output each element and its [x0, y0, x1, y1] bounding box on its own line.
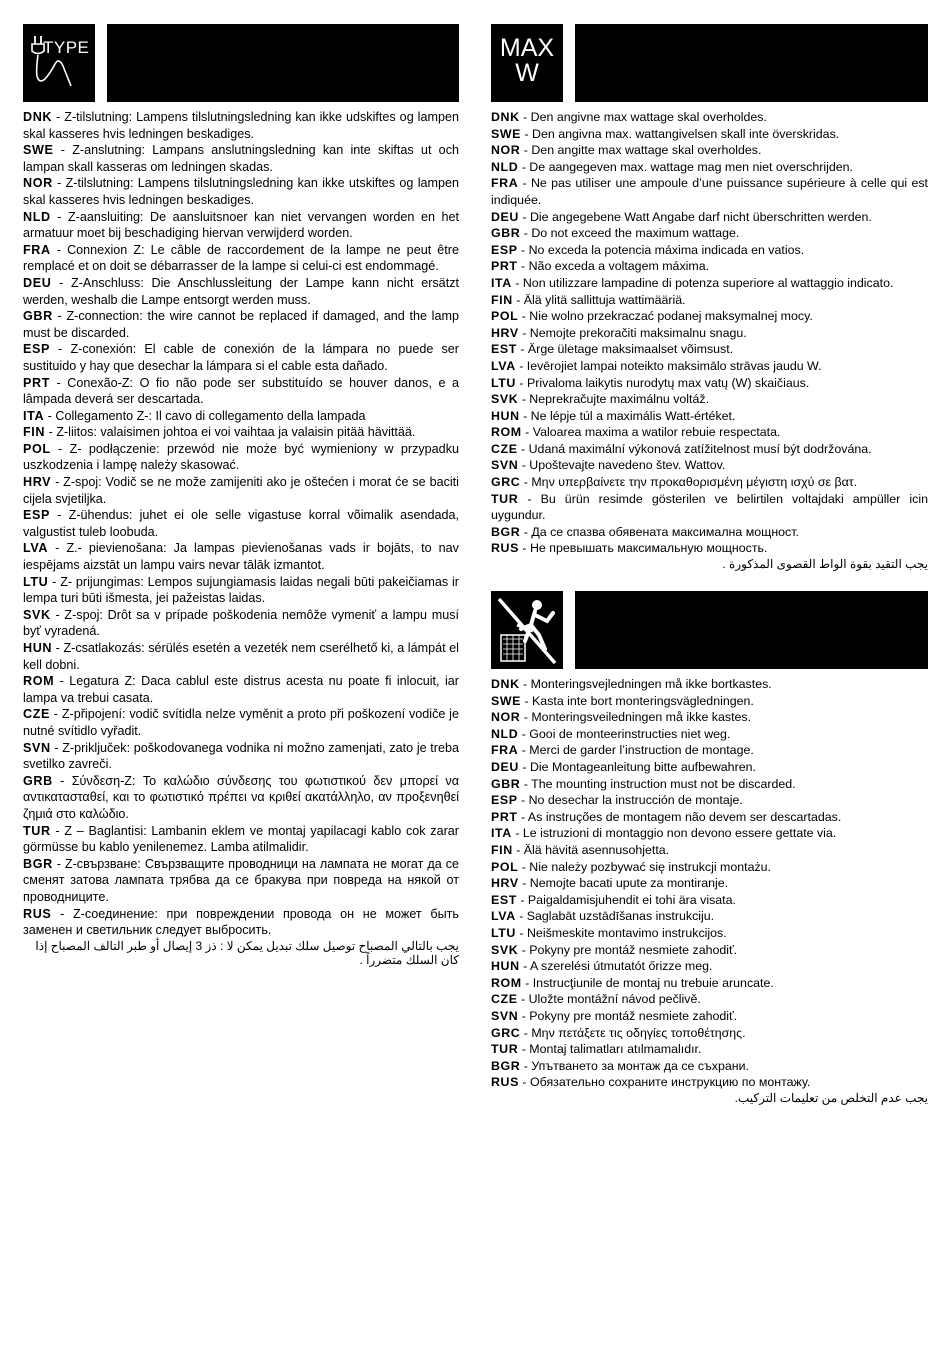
arabic-text: يجب بالتالي المصباح توصيل سلك تبديل يمكن لا : ذز 3 إيصال أو طبر التالف المصباح إذا كان السلك متضرراً .: [35, 938, 459, 967]
entry-text: Den angivna max. wattangivelsen skall inte överskridas.: [532, 126, 840, 141]
entry-text: Z-ühendus: juhet ei ole selle vigastuse korral võimalik asendada, valgustist tuleb loobuda.: [23, 508, 459, 539]
entry-hrv: HRV - Z-spoj: Vodič se ne može zamijeniti ako je oštećen i morat će se baciti cijela svjetiljka.: [23, 475, 459, 506]
type-entries: [23, 109, 459, 967]
entry-text: Não exceda a voltagem máxima.: [528, 259, 710, 274]
entry-text: Paigaldamisjuhendit ei tohi ära visata.: [527, 892, 736, 907]
language-code: FIN: [491, 292, 513, 307]
language-code: SVK: [491, 942, 519, 957]
entry-text: Да се спазва обявената максимална мощност.: [531, 524, 799, 539]
discard-header: [491, 591, 928, 669]
language-code: DEU: [491, 209, 519, 224]
language-code: HRV: [23, 475, 52, 490]
language-code: FRA: [491, 176, 519, 191]
language-code: SWE: [491, 126, 522, 141]
language-code: DNK: [491, 677, 520, 692]
language-code: GRC: [491, 475, 521, 490]
language-code: CZE: [23, 707, 50, 722]
language-code: LTU: [491, 925, 516, 940]
language-code: ESP: [23, 342, 50, 357]
language-code: GBR: [491, 226, 521, 241]
entry-dnk: DNK - Z-tilslutning: Lampens tilslutningsledning kan ikke udskiftes og lampen skal kasseres hvis ledningen beskadiges.: [23, 110, 459, 141]
entry-svk: SVK - Z-spoj: Drôt sa v prípade poškodenia nemôže vymeniť a lampu musí byť vyradená.: [23, 607, 459, 639]
entry-text: Упътването за монтаж да се съхрани.: [531, 1058, 749, 1073]
language-code: NLD: [23, 209, 51, 224]
entry-deu: DEU - Die Montageanleitung bitte aufbewahren.: [491, 760, 756, 774]
entry-nld: NLD - Gooi de monteerinstructies niet weg.: [491, 726, 731, 741]
entry-text: Z-tilslutning: Lampens tilslutningsledning kan ikke utskiftes og lampen skal kasseres hvis ledningen beskadiges.: [23, 176, 459, 207]
entry-lva: LVA - Ievērojiet lampai noteikto maksimālo strāvas jaudu W.: [491, 358, 822, 373]
entry-fin: FIN - Z-liitos: valaisimen johtoa ei voi vaihtaa ja valaisin pitää hävittää.: [23, 425, 416, 440]
language-code: NOR: [491, 710, 521, 725]
language-code: RUS: [491, 541, 519, 556]
language-code: NOR: [491, 143, 521, 158]
language-code: HUN: [491, 959, 520, 974]
entry-text: Z- prijungimas: Lempos sujungiamasis laidas negali būti pakeičiamas ir lempa turi būti išmesta, jei pažeistas laidas.: [23, 574, 459, 606]
language-code: HUN: [23, 641, 53, 655]
entry-text: Collegamento Z-: Il cavo di collegamento della lampada: [55, 408, 366, 423]
language-code: ITA: [491, 826, 512, 841]
entry-lva: LVA - Saglabāt uzstādīšanas instrukciju.: [491, 909, 715, 924]
entry-dnk: DNK - Monteringsvejledningen må ikke bortkastes.: [491, 677, 772, 692]
entry-grc: GRC - Μην υπερβαίνετε την προκαθορισμένη μέγιστη ισχύ σε βατ.: [491, 475, 858, 490]
entry-deu: DEU - Z-Anschluss: Die Anschlussleitung der Lampe kann nicht ersätzt werden, weshalb die Lampe entsorgt werden muss.: [23, 275, 459, 307]
language-code: SVN: [491, 1008, 519, 1023]
entry-text: Conexão-Z: O fio não pode ser substituído se houver danos, e a lâmpada deverá ser descartada.: [23, 375, 459, 407]
entry-nor: NOR - Z-tilslutning: Lampens tilslutningsledning kan ikke utskiftes og lampen skal kasseres hvis ledningen beskadiges.: [23, 176, 459, 207]
language-code: ITA: [491, 275, 512, 290]
entry-text: De aangegeven max. wattage mag men niet overschrijden.: [529, 159, 853, 174]
language-code: CZE: [491, 441, 518, 456]
entry-text: Uložte montážní návod pečlivě.: [528, 992, 701, 1007]
language-code: ESP: [491, 242, 518, 257]
entry-text: Valoarea maxima a watilor rebuie respectata.: [532, 425, 781, 440]
entry-rom: ROM - Legatura Z: Daca cablul este distrus acesta nu poate fi inlocuit, iar lampa va trebui casata.: [23, 674, 459, 705]
entry-text: Pokyny pre montáž nesmiete zahodiť.: [529, 942, 738, 957]
entry-ita: ITA - Collegamento Z-: Il cavo di collegamento della lampada: [23, 408, 366, 423]
language-code: ROM: [23, 674, 55, 689]
entry-svn: SVN - Z-priključek: poškodovanega vodnika ni možno zamenjati, zato je treba svetilko zavreči.: [23, 740, 459, 772]
entry-rom: ROM - Valoarea maxima a watilor rebuie respectata.: [491, 425, 781, 440]
language-code: LVA: [491, 909, 516, 924]
language-code: SVN: [23, 740, 51, 755]
entry-gbr: GBR - The mounting instruction must not be discarded.: [491, 776, 796, 791]
language-code: FIN: [491, 842, 513, 857]
language-code: LTU: [491, 375, 516, 390]
entry-hrv: HRV - Nemojte prekoračiti maksimalnu snagu.: [491, 325, 747, 340]
entry-fra: FRA - Ne pas utiliser une ampoule d’une puissance supérieure à celle qui est indiquée.: [491, 176, 928, 207]
arabic-text: يجب عدم التخلص من تعليمات التركيب.: [734, 1090, 928, 1105]
entry-esp: ESP - Z-ühendus: juhet ei ole selle vigastuse korral võimalik asendada, valgustist tuleb loobuda.: [23, 508, 459, 539]
entry-esp: ESP - No desechar la instrucción de montaje.: [491, 793, 743, 808]
entry-esp: ESP - Z-conexión: El cable de conexión de la lámpara no puede ser sustituido y hay que desechar la lámpara si el cable esta dañado.: [23, 342, 459, 373]
entry-text: No desechar la instrucción de montaje.: [528, 793, 743, 808]
entry-cze: CZE - Z-připojení: vodič svítidla nelze vyměnit a proto při poškození vodiče je nutné svítidlo vyřadit.: [23, 707, 459, 738]
entry-text: Z-spoj: Drôt sa v prípade poškodenia nemôže vymeniť a lampu musí byť vyradená.: [23, 607, 459, 639]
language-code: SVK: [23, 607, 51, 622]
entry-cze: CZE - Udaná maximální výkonová zatížitelnost musí být dodržována.: [491, 441, 872, 456]
entry-text: Σύνδεση-Z: Το καλώδιο σύνδεσης του φωτιστικού δεν μπορεί να αντικατασταθεί, και το φωτιστικό πρέπει να κριθεί ακατάλληλο, αν προξενηθεί ζημιά στο καλώδιο.: [23, 773, 459, 821]
type-header-bar: [107, 24, 459, 102]
language-code: POL: [491, 859, 519, 874]
entry-pol: POL - Z- podłączenie: przewód nie może być wymieniony w przypadku uszkodzenia i lampę należy skasować.: [23, 441, 459, 473]
entry-fra: FRA - Merci de garder l’instruction de montage.: [491, 743, 754, 758]
entry-text: Den angitte max wattage skal overholdes.: [531, 143, 762, 158]
entry-nld: NLD - Z-aansluiting: De aansluitsnoer kan niet vervangen worden en het armatuur moet bij beschadiging hiervan verwijderd worden.: [23, 209, 459, 241]
entry-text: Z-соединение: при повреждении провода он не может быть заменен и светильник следует выбросить.: [23, 906, 459, 938]
entry-prt: PRT - Não exceda a voltagem máxima.: [491, 259, 710, 274]
language-code: LVA: [23, 541, 49, 556]
entry-prt: PRT - As instruções de montagem não devem ser descartadas.: [491, 809, 842, 824]
language-code: PRT: [491, 809, 518, 824]
entry-svk: SVK - Pokyny pre montáž nesmiete zahodiť.: [491, 942, 738, 957]
language-code: GRC: [491, 1025, 521, 1040]
language-code: ESP: [491, 793, 518, 808]
entry-text: Neišmeskite montavimo instrukcijos.: [526, 925, 727, 940]
entry-text: Обязательно сохраните инструкцию по монтажу.: [529, 1075, 811, 1090]
entry-hrv: HRV - Nemojte bacati upute za montiranje.: [491, 876, 729, 891]
language-code: GBR: [491, 776, 521, 791]
language-code: RUS: [491, 1075, 519, 1090]
language-code: NLD: [491, 726, 519, 741]
entry-swe: SWE - Z-anslutning: Lampans anslutningsledning kan inte skiftas ut och lampan skall kasseras om ledningen skadas.: [23, 143, 459, 174]
do-not-discard-icon: [491, 591, 563, 669]
entry-text: The mounting instruction must not be discarded.: [531, 776, 796, 791]
entry-text: Z-conexión: El cable de conexión de la lámpara no puede ser sustituido y hay que desechar la lámpara si el cable esta dañado.: [23, 342, 459, 373]
entry-text: Montaj talimatları atılmamalıdır.: [529, 1042, 702, 1057]
language-code: BGR: [491, 1058, 521, 1073]
entry-est: EST - Ärge ületage maksimaalset võimsust.: [491, 342, 734, 357]
language-code: GRB: [23, 773, 53, 788]
entry-prt: PRT - Conexão-Z: O fio não pode ser substituído se houver danos, e a lâmpada deverá ser descartada.: [23, 375, 459, 407]
entry-esp: ESP - No exceda la potencia máxima indicada en vatios.: [491, 242, 805, 257]
language-code: ITA: [23, 408, 45, 423]
entry-text: Monteringsveiledningen må ikke kastes.: [531, 710, 752, 725]
entry-bgr: BGR - Упътването за монтаж да се съхрани.: [491, 1058, 749, 1073]
language-code: HRV: [491, 876, 519, 891]
entry-hun: HUN - Z-csatlakozás: sérülés esetén a vezeték nem cserélhető ki, a lámpát el kell dobni.: [23, 641, 459, 672]
entry-lva: LVA - Z.- pievienošana: Ja lampas pievienošanas vads ir bojāts, to nav iespējams aizstāt un lampu vairs nevar tālāk izmantot.: [23, 541, 459, 573]
language-code: BGR: [23, 856, 53, 871]
entry-fin: FIN - Älä hävitä asennusohjetta.: [491, 842, 670, 857]
entry-svn: SVN - Upoštevajte navedeno štev. Wattov.: [491, 458, 726, 473]
language-code: NLD: [491, 159, 519, 174]
language-code: FRA: [491, 743, 519, 758]
entry-svn: SVN - Pokyny pre montáž nesmiete zahodiť.: [491, 1008, 738, 1023]
entry-text: Z-anslutning: Lampans anslutningsledning kan inte skiftas ut och lampan skall kasseras om ledningen skadas.: [23, 143, 459, 174]
entry-text: Z-свързване: Свързващите проводници на лампата не могат да се сменят затова лампата трябва да се бракува при повреда на някой от проводниците.: [23, 856, 459, 904]
entry-grc: GRC - Μην πετάξετε τις οδηγίες τοποθέτησης.: [491, 1025, 746, 1040]
entry-ita: ITA - Non utilizzare lampadine di potenza superiore al wattaggio indicato.: [491, 275, 894, 290]
language-code: ROM: [491, 425, 522, 440]
entry-text: Z.- pievienošana: Ja lampas pievienošanas vads ir bojāts, to nav iespējams aizstāt un lampu vairs nevar tālāk izmantot.: [23, 541, 459, 573]
entry-text: Μην υπερβαίνετε την προκαθορισμένη μέγιστη ισχύ σε βατ.: [531, 475, 858, 490]
language-code: DNK: [491, 110, 520, 124]
entry-text: Do not exceed the maximum wattage.: [531, 226, 740, 241]
discard-entries: [491, 676, 928, 1105]
entry-text: Privaloma laikytis nurodytų max vatų (W) skaičiaus.: [526, 375, 810, 390]
language-code: TUR: [491, 1042, 519, 1057]
entry-text: Z-liitos: valaisimen johtoa ei voi vaihtaa ja valaisin pitää hävittää.: [56, 425, 416, 440]
entry-nor: NOR - Monteringsveiledningen må ikke kastes.: [491, 710, 752, 725]
entry-nld: NLD - De aangegeven max. wattage mag men niet overschrijden.: [491, 159, 853, 174]
entry-text: Non utilizzare lampadine di potenza superiore al wattaggio indicato.: [522, 275, 894, 290]
plug-type-icon: [23, 24, 95, 102]
entry-text: Den angivne max wattage skal overholdes.: [530, 110, 767, 124]
entry-text: Z-connection: the wire cannot be replaced if damaged, and the lamp must be discarded.: [23, 309, 459, 340]
arabic-text: يجب التقيد بقوة الواط القصوى المذكورة .: [722, 557, 928, 572]
entry-text: Bu ürün resimde gösterilen ve belirtilen voltajdaki ampüller icin uygundur.: [491, 491, 928, 523]
entry-text: Z-spoj: Vodič se ne može zamijeniti ako je oštećen i morat će se baciti cijela svjetiljka.: [23, 475, 459, 506]
entry-tur: TUR - Bu ürün resimde gösterilen ve belirtilen voltajdaki ampüller icin uygundur.: [491, 491, 928, 523]
max-watt-icon: [491, 24, 563, 102]
entry-text: Älä hävitä asennusohjetta.: [523, 842, 670, 857]
language-code: ESP: [23, 508, 50, 523]
entry-fin: FIN - Älä ylitä sallittuja wattimääriä.: [491, 292, 686, 307]
entry-text: Saglabāt uzstādīšanas instrukciju.: [526, 909, 715, 924]
type-header: [23, 24, 459, 102]
entry-text: Legatura Z: Daca cablul este distrus acesta nu poate fi inlocuit, iar lampa va trebui casata.: [23, 674, 459, 705]
entry-text: Die Montageanleitung bitte aufbewahren.: [529, 760, 756, 774]
language-code: HUN: [491, 408, 520, 423]
discard-header-bar: [575, 591, 928, 669]
entry-text: Instrucţiunile de montaj nu trebuie aruncate.: [532, 975, 774, 990]
entry-text: Ärge ületage maksimaalset võimsust.: [527, 342, 734, 357]
language-code: EST: [491, 342, 517, 357]
entry-text: Upoštevajte navedeno štev. Wattov.: [529, 458, 726, 473]
watt-label: W: [515, 59, 539, 87]
entry-text: Nemojte prekoračiti maksimalnu snagu.: [529, 325, 747, 340]
entry-text: Z-aansluiting: De aansluitsnoer kan niet vervangen worden en het armatuur moet bij beschadiging hiervan verwijderd worden.: [23, 209, 459, 241]
language-code: LTU: [23, 574, 49, 589]
entry-hun: HUN - Ne lépje túl a maximális Watt-értéket.: [491, 408, 736, 423]
type-column: [23, 24, 459, 967]
entry-fra: FRA - Connexion Z: Le câble de raccordement de la lampe ne peut être remplacé et on doit se débarrasser de la lampe si celui-ci est endommagé.: [23, 242, 459, 274]
entry-nor: NOR - Den angitte max wattage skal overholdes.: [491, 143, 762, 158]
type-label: TYPE: [43, 38, 90, 57]
entry-text: Z-priključek: poškodovanega vodnika ni možno zamenjati, zato je treba svetilko zavreči.: [23, 740, 459, 772]
entry-bgr: BGR - Z-свързване: Свързващите проводници на лампата не могат да се сменят затова лампата трябва да се бракува при повреда на някой от проводниците.: [23, 856, 459, 904]
entry-swe: SWE - Kasta inte bort monteringsvägledningen.: [491, 693, 754, 708]
entry-pol: POL - Nie należy pozbywać się instrukcji montażu.: [491, 859, 772, 874]
entry-text: Nie wolno przekraczać podanej maksymalnej mocy.: [529, 309, 813, 324]
max-entries: [491, 109, 928, 571]
language-code: FIN: [23, 425, 46, 440]
entry-dnk: DNK - Den angivne max wattage skal overholdes.: [491, 110, 767, 124]
language-code: SVN: [491, 458, 519, 473]
right-column: [491, 24, 928, 1105]
language-code: ROM: [491, 975, 522, 990]
entry-text: Z-Anschluss: Die Anschlussleitung der Lampe kann nicht ersätzt werden, weshalb die Lampe entsorgt werden muss.: [23, 275, 459, 307]
entry-text: Le istruzioni di montaggio non devono essere gettate via.: [522, 826, 837, 841]
entry-gbr: GBR - Do not exceed the maximum wattage.: [491, 226, 740, 241]
entry-text: Z – Baglantisi: Lambanin eklem ve montaj yapilacagi kablo cok zarar görmüsse bu kablo yenilenemez. Lamba atilmalidir.: [23, 823, 459, 855]
entry-text: No exceda la potencia máxima indicada en vatios.: [528, 242, 805, 257]
entry-text: Monteringsvejledningen må ikke bortkastes.: [530, 677, 772, 692]
language-code: DNK: [23, 110, 53, 124]
entry-text: Ne lépje túl a maximális Watt-értéket.: [530, 408, 736, 423]
language-code: NOR: [23, 176, 53, 191]
entry-text: A szerelési útmutatót őrizze meg.: [529, 959, 713, 974]
entry-text: Neprekračujte maximálnu voltáž.: [529, 392, 710, 407]
entry-cze: CZE - Uložte montážní návod pečlivě.: [491, 992, 701, 1007]
entry-deu: DEU - Die angegebene Watt Angabe darf nicht überschritten werden.: [491, 209, 872, 224]
entry-ltu: LTU - Privaloma laikytis nurodytų max vatų (W) skaičiaus.: [491, 375, 810, 390]
entry-text: Udaná maximální výkonová zatížitelnost musí být dodržována.: [528, 441, 872, 456]
language-code: PRT: [23, 375, 50, 390]
entry-grb: GRB - Σύνδεση-Z: Το καλώδιο σύνδεσης του φωτιστικού δεν μπορεί να αντικατασταθεί, και το φωτιστικό πρέπει να κριθεί ακατάλληλο, αν προξενηθεί ζημιά στο καλώδιο.: [23, 773, 459, 821]
language-code: POL: [491, 309, 519, 324]
language-code: TUR: [23, 823, 51, 838]
entry-rom: ROM - Instrucţiunile de montaj nu trebuie aruncate.: [491, 975, 774, 990]
entry-tur: TUR - Montaj talimatları atılmamalıdır.: [491, 1042, 702, 1057]
entry-text: Не превышать максимальную мощность.: [529, 541, 768, 556]
entry-text: Z-csatlakozás: sérülés esetén a vezeték nem cserélhető ki, a lámpát el kell dobni.: [23, 641, 459, 672]
entry-rus: RUS - Z-соединение: при повреждении провода он не может быть заменен и светильник следует выбросить.: [23, 906, 459, 938]
language-code: FRA: [23, 242, 51, 257]
entry-text: Ne pas utiliser une ampoule d’une puissance supérieure à celle qui est indiquée.: [491, 176, 928, 207]
language-code: EST: [491, 892, 517, 907]
language-code: SVK: [491, 392, 519, 407]
max-label: MAX: [499, 34, 555, 62]
language-code: SWE: [23, 143, 54, 158]
entry-svk: SVK - Neprekračujte maximálnu voltáž.: [491, 392, 710, 407]
entry-text: Ievērojiet lampai noteikto maksimālo strāvas jaudu W.: [526, 358, 822, 373]
language-code: SWE: [491, 693, 522, 708]
entry-ltu: LTU - Z- prijungimas: Lempos sujungiamasis laidas negali būti pakeičiamas ir lempa turi būti išmesta, jei pažeistas laidas.: [23, 574, 459, 606]
language-code: POL: [23, 441, 51, 456]
entry-text: Die angegebene Watt Angabe darf nicht überschritten werden.: [529, 209, 872, 224]
entry-swe: SWE - Den angivna max. wattangivelsen skall inte överskridas.: [491, 126, 840, 141]
max-header-bar: [575, 24, 928, 102]
language-code: RUS: [23, 906, 52, 921]
entry-text: Connexion Z: Le câble de raccordement de la lampe ne peut être remplacé et on doit se débarrasser de la lampe si celui-ci est endommagé.: [23, 242, 459, 274]
entry-bgr: BGR - Да се спазва обявената максимална мощност.: [491, 524, 799, 539]
entry-est: EST - Paigaldamisjuhendit ei tohi ära visata.: [491, 892, 736, 907]
entry-gbr: GBR - Z-connection: the wire cannot be replaced if damaged, and the lamp must be discarded.: [23, 309, 459, 340]
entry-rus: RUS - Не превышать максимальную мощность.: [491, 541, 768, 556]
entry-text: Z- podłączenie: przewód nie może być wymieniony w przypadku uszkodzenia i lampę należy skasować.: [23, 441, 459, 473]
entry-text: Gooi de monteerinstructies niet weg.: [529, 726, 731, 741]
entry-text: Merci de garder l’instruction de montage.: [529, 743, 754, 758]
entry-tur: TUR - Z – Baglantisi: Lambanin eklem ve montaj yapilacagi kablo cok zarar görmüsse bu kablo yenilenemez. Lamba atilmalidir.: [23, 823, 459, 855]
entry-text: Kasta inte bort monteringsvägledningen.: [532, 693, 754, 708]
entry-text: Nie należy pozbywać się instrukcji montażu.: [529, 859, 772, 874]
entry-rus: RUS - Обязательно сохраните инструкцию по монтажу.: [491, 1075, 811, 1090]
entry-text: Z-připojení: vodič svítidla nelze vyměnit a proto při poškození vodiče je nutné svítidlo vyřadit.: [23, 707, 459, 738]
entry-text: Z-tilslutning: Lampens tilslutningsledning kan ikke udskiftes og lampen skal kasseres hvis ledningen beskadiges.: [23, 110, 459, 141]
language-code: DEU: [23, 275, 52, 290]
language-code: HRV: [491, 325, 519, 340]
language-code: PRT: [491, 259, 518, 274]
entry-text: Nemojte bacati upute za montiranje.: [529, 876, 729, 891]
language-code: BGR: [491, 524, 521, 539]
entry-text: Pokyny pre montáž nesmiete zahodiť.: [529, 1008, 738, 1023]
language-code: DEU: [491, 760, 519, 774]
entry-text: As instruções de montagem não devem ser descartadas.: [527, 809, 842, 824]
entry-text: Älä ylitä sallittuja wattimääriä.: [523, 292, 686, 307]
entry-text: Μην πετάξετε τις οδηγίες τοποθέτησης.: [531, 1025, 746, 1040]
language-code: LVA: [491, 358, 516, 373]
entry-hun: HUN - A szerelési útmutatót őrizze meg.: [491, 959, 713, 974]
entry-pol: POL - Nie wolno przekraczać podanej maksymalnej mocy.: [491, 309, 813, 324]
entry-ltu: LTU - Neišmeskite montavimo instrukcijos.: [491, 925, 727, 940]
entry-ita: ITA - Le istruzioni di montaggio non devono essere gettate via.: [491, 826, 837, 841]
language-code: GBR: [23, 309, 53, 324]
max-header: [491, 24, 928, 102]
language-code: CZE: [491, 992, 518, 1007]
language-code: TUR: [491, 491, 519, 506]
